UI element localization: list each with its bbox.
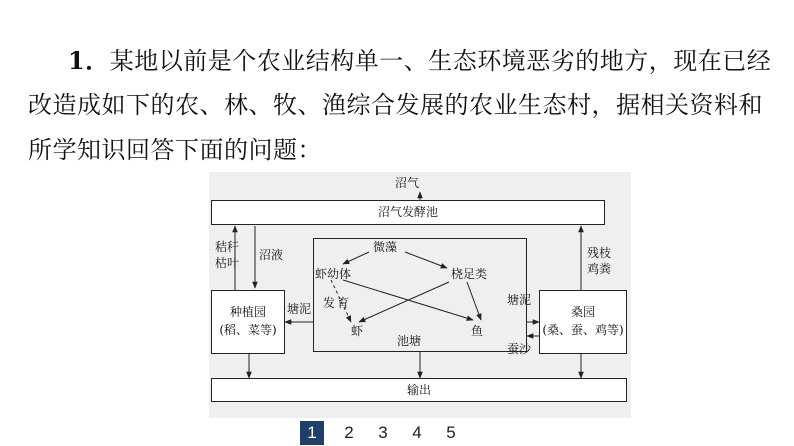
slurry-label: 沼液 — [259, 248, 284, 262]
question-line-1 — [28, 38, 778, 84]
straw-label-2: 枯叶 — [215, 256, 240, 270]
pond-mud-right-label: 塘泥 — [507, 293, 532, 307]
biogas-label: 沼气 — [395, 176, 420, 190]
biogas-digester-box — [211, 200, 605, 225]
mulberry-garden-box — [539, 290, 627, 354]
plantation-crops-label: (稻、菜等) — [219, 323, 277, 337]
copepod-label: 桡足类 — [451, 267, 488, 281]
pond-label: 池塘 — [397, 334, 422, 348]
question-text-3: 所学知识回答下面的问题： — [28, 136, 322, 164]
output-box — [211, 378, 627, 402]
fish-label: 鱼 — [471, 324, 484, 338]
page-3-button[interactable]: 3 — [378, 423, 388, 442]
mulberry-garden-label: 桑园 — [570, 305, 595, 319]
plantation-box — [211, 290, 285, 354]
question-text-1: 某地以前是个农业结构单一、生态环境恶劣的地方，现在已经 — [109, 47, 772, 75]
biogas-digester-label: 沼气发酵池 — [377, 205, 438, 219]
develop-label-1: 发 — [323, 296, 336, 310]
shrimp-label: 虾 — [351, 324, 364, 338]
page-4-button[interactable]: 4 — [412, 423, 422, 442]
mulberry-garden-items-label: (桑、蚕、鸡等) — [542, 323, 624, 337]
page-1-button[interactable]: 1 — [300, 421, 324, 445]
question-line-2 — [28, 83, 778, 128]
silkworm-sand-label: 蚕沙 — [507, 342, 532, 356]
output-label: 输出 — [406, 383, 431, 397]
eco-village-diagram — [209, 172, 631, 418]
pond-mud-left-label: 塘泥 — [287, 302, 312, 316]
question-line-3 — [28, 128, 778, 173]
residue-label-2: 鸡粪 — [587, 262, 612, 276]
straw-label-1: 秸秆 — [215, 240, 240, 254]
page-2-button[interactable]: 2 — [344, 423, 354, 442]
residue-label-1: 残枝 — [587, 246, 612, 260]
question-text-2: 改造成如下的农、林、牧、渔综合发展的农业生态村，据相关资料和 — [28, 91, 763, 119]
shrimp-larva-label: 虾幼体 — [315, 267, 352, 281]
microalgae-label: 微藻 — [373, 240, 398, 254]
question-number: 1． — [68, 46, 110, 75]
pagination — [300, 420, 468, 446]
develop-label-2: 育 — [337, 296, 350, 310]
plantation-label: 种植园 — [229, 305, 266, 319]
page-5-button[interactable]: 5 — [446, 423, 456, 442]
